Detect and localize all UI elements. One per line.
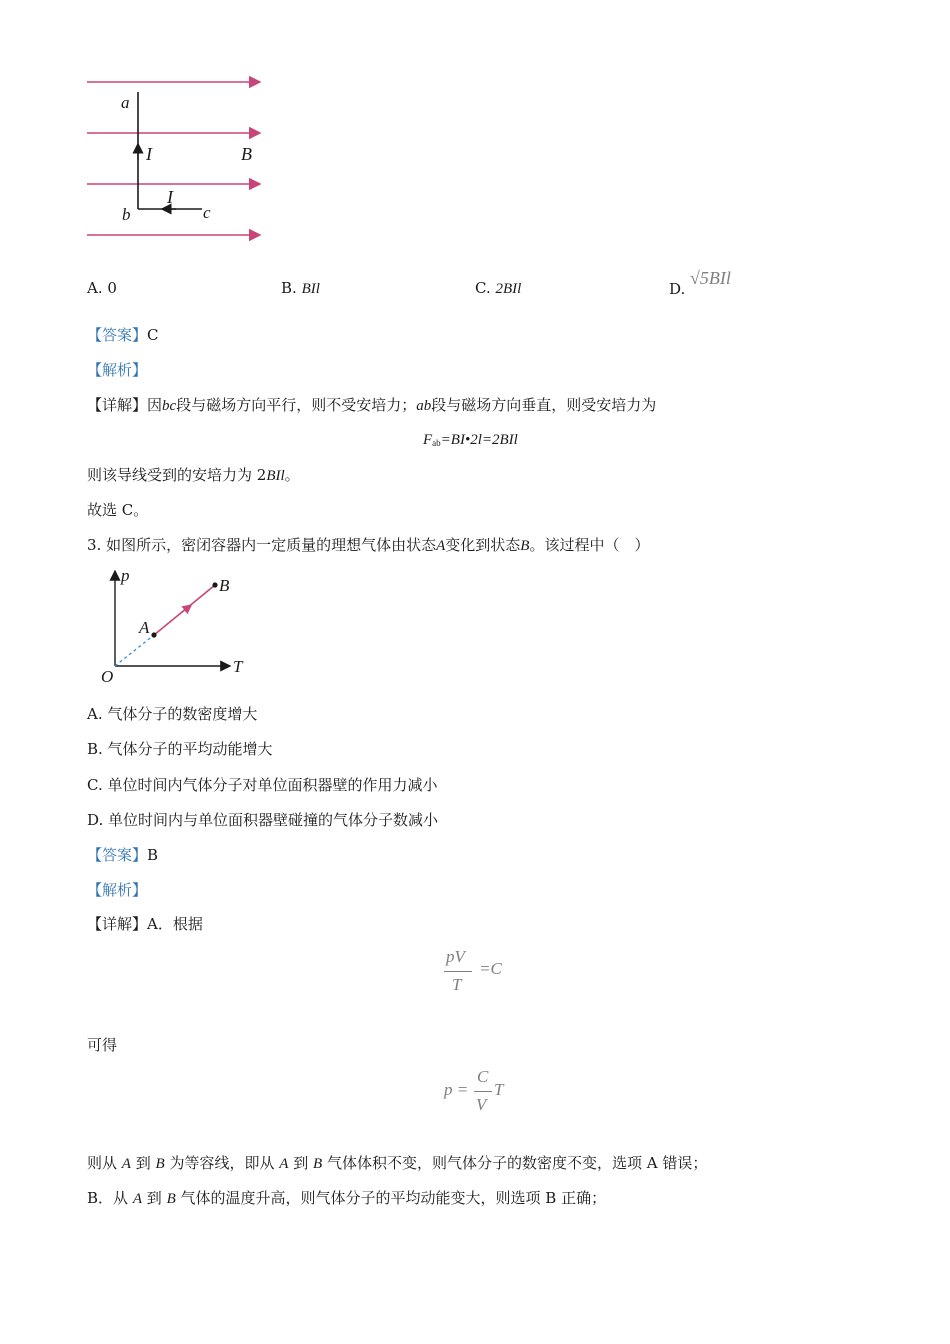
origin-label: O: [101, 667, 114, 686]
kede-text: 可得: [87, 1036, 118, 1054]
axis-label-t: T: [233, 657, 243, 676]
q2-option-b: B. BIl: [281, 279, 320, 297]
q3-answer: 【答案】B: [87, 846, 159, 864]
q3-stem: 3. 如图所示，密闭容器内一定质量的理想气体由状态A变化到状态B。该过程中（ ）: [87, 536, 650, 554]
formula2-denominator: V: [476, 1095, 487, 1114]
q2-option-a: A. 0: [87, 279, 117, 297]
q3-option-c: C. 单位时间内气体分子对单位面积器壁的作用力减小: [87, 776, 438, 794]
q3-option-d: D. 单位时间内与单位面积器壁碰撞的气体分子数减小: [87, 811, 439, 829]
q3-option-a: A. 气体分子的数密度增大: [87, 705, 258, 723]
label-B-field: B: [241, 144, 252, 164]
label-I-horizontal: I: [167, 187, 173, 207]
point-a-label: A: [139, 618, 150, 637]
formula1-denominator: T: [452, 975, 462, 994]
q3-analysis-tag: 【解析】: [87, 881, 148, 899]
point-a-dot: [151, 632, 156, 637]
axis-label-p: p: [121, 566, 130, 585]
q3-explanation-a: 则从 A 到 B 为等容线，即从 A 到 B 气体体积不变，则气体分子的数密度不变，选项 A 错误；: [87, 1154, 708, 1172]
q2-choose: 故选 C。: [87, 501, 149, 519]
formula1-numerator: pV: [446, 947, 465, 966]
q3-option-b: B. 气体分子的平均动能增大: [87, 740, 273, 758]
formula2-numerator: C: [477, 1067, 489, 1086]
q2-formula: $F_{ab}=BI•2l=2BIl$: [423, 432, 518, 448]
formula2-fraction-bar: [474, 1091, 492, 1092]
formula2-lhs: p =: [444, 1080, 469, 1099]
formula1-rhs: =C: [479, 959, 502, 978]
label-c: c: [203, 203, 211, 222]
p-t-graph: [95, 563, 255, 688]
q2-detail: 【详解】因bc段与磁场方向平行，则不受安培力；ab段与磁场方向垂直，则受安培力为: [87, 396, 657, 414]
q3-explanation-b: B．从 A 到 B 气体的温度升高，则气体分子的平均动能变大，则选项 B 正确；: [87, 1189, 607, 1207]
label-b: b: [122, 205, 131, 224]
label-a: a: [121, 93, 130, 112]
formula1-fraction-bar: [444, 971, 472, 972]
dashed-extension: [115, 635, 154, 666]
point-b-label: B: [219, 576, 230, 595]
magnetic-field-figure: [80, 70, 280, 250]
formula2-rhs: T: [494, 1080, 504, 1099]
q2-conclusion: 则该导线受到的安培力为 2BIl。: [87, 466, 300, 484]
point-b-dot: [212, 582, 217, 587]
q2-analysis-tag: 【解析】: [87, 361, 148, 379]
q3-detail: 【详解】A．根据: [87, 915, 203, 933]
q2-answer: 【答案】C: [87, 326, 159, 344]
process-direction-arrow: [181, 606, 190, 613]
label-I-vertical: I: [146, 144, 152, 164]
q2-option-c: C. 2BIl: [475, 279, 522, 297]
q2-option-d: D. √5BIl: [669, 268, 731, 298]
